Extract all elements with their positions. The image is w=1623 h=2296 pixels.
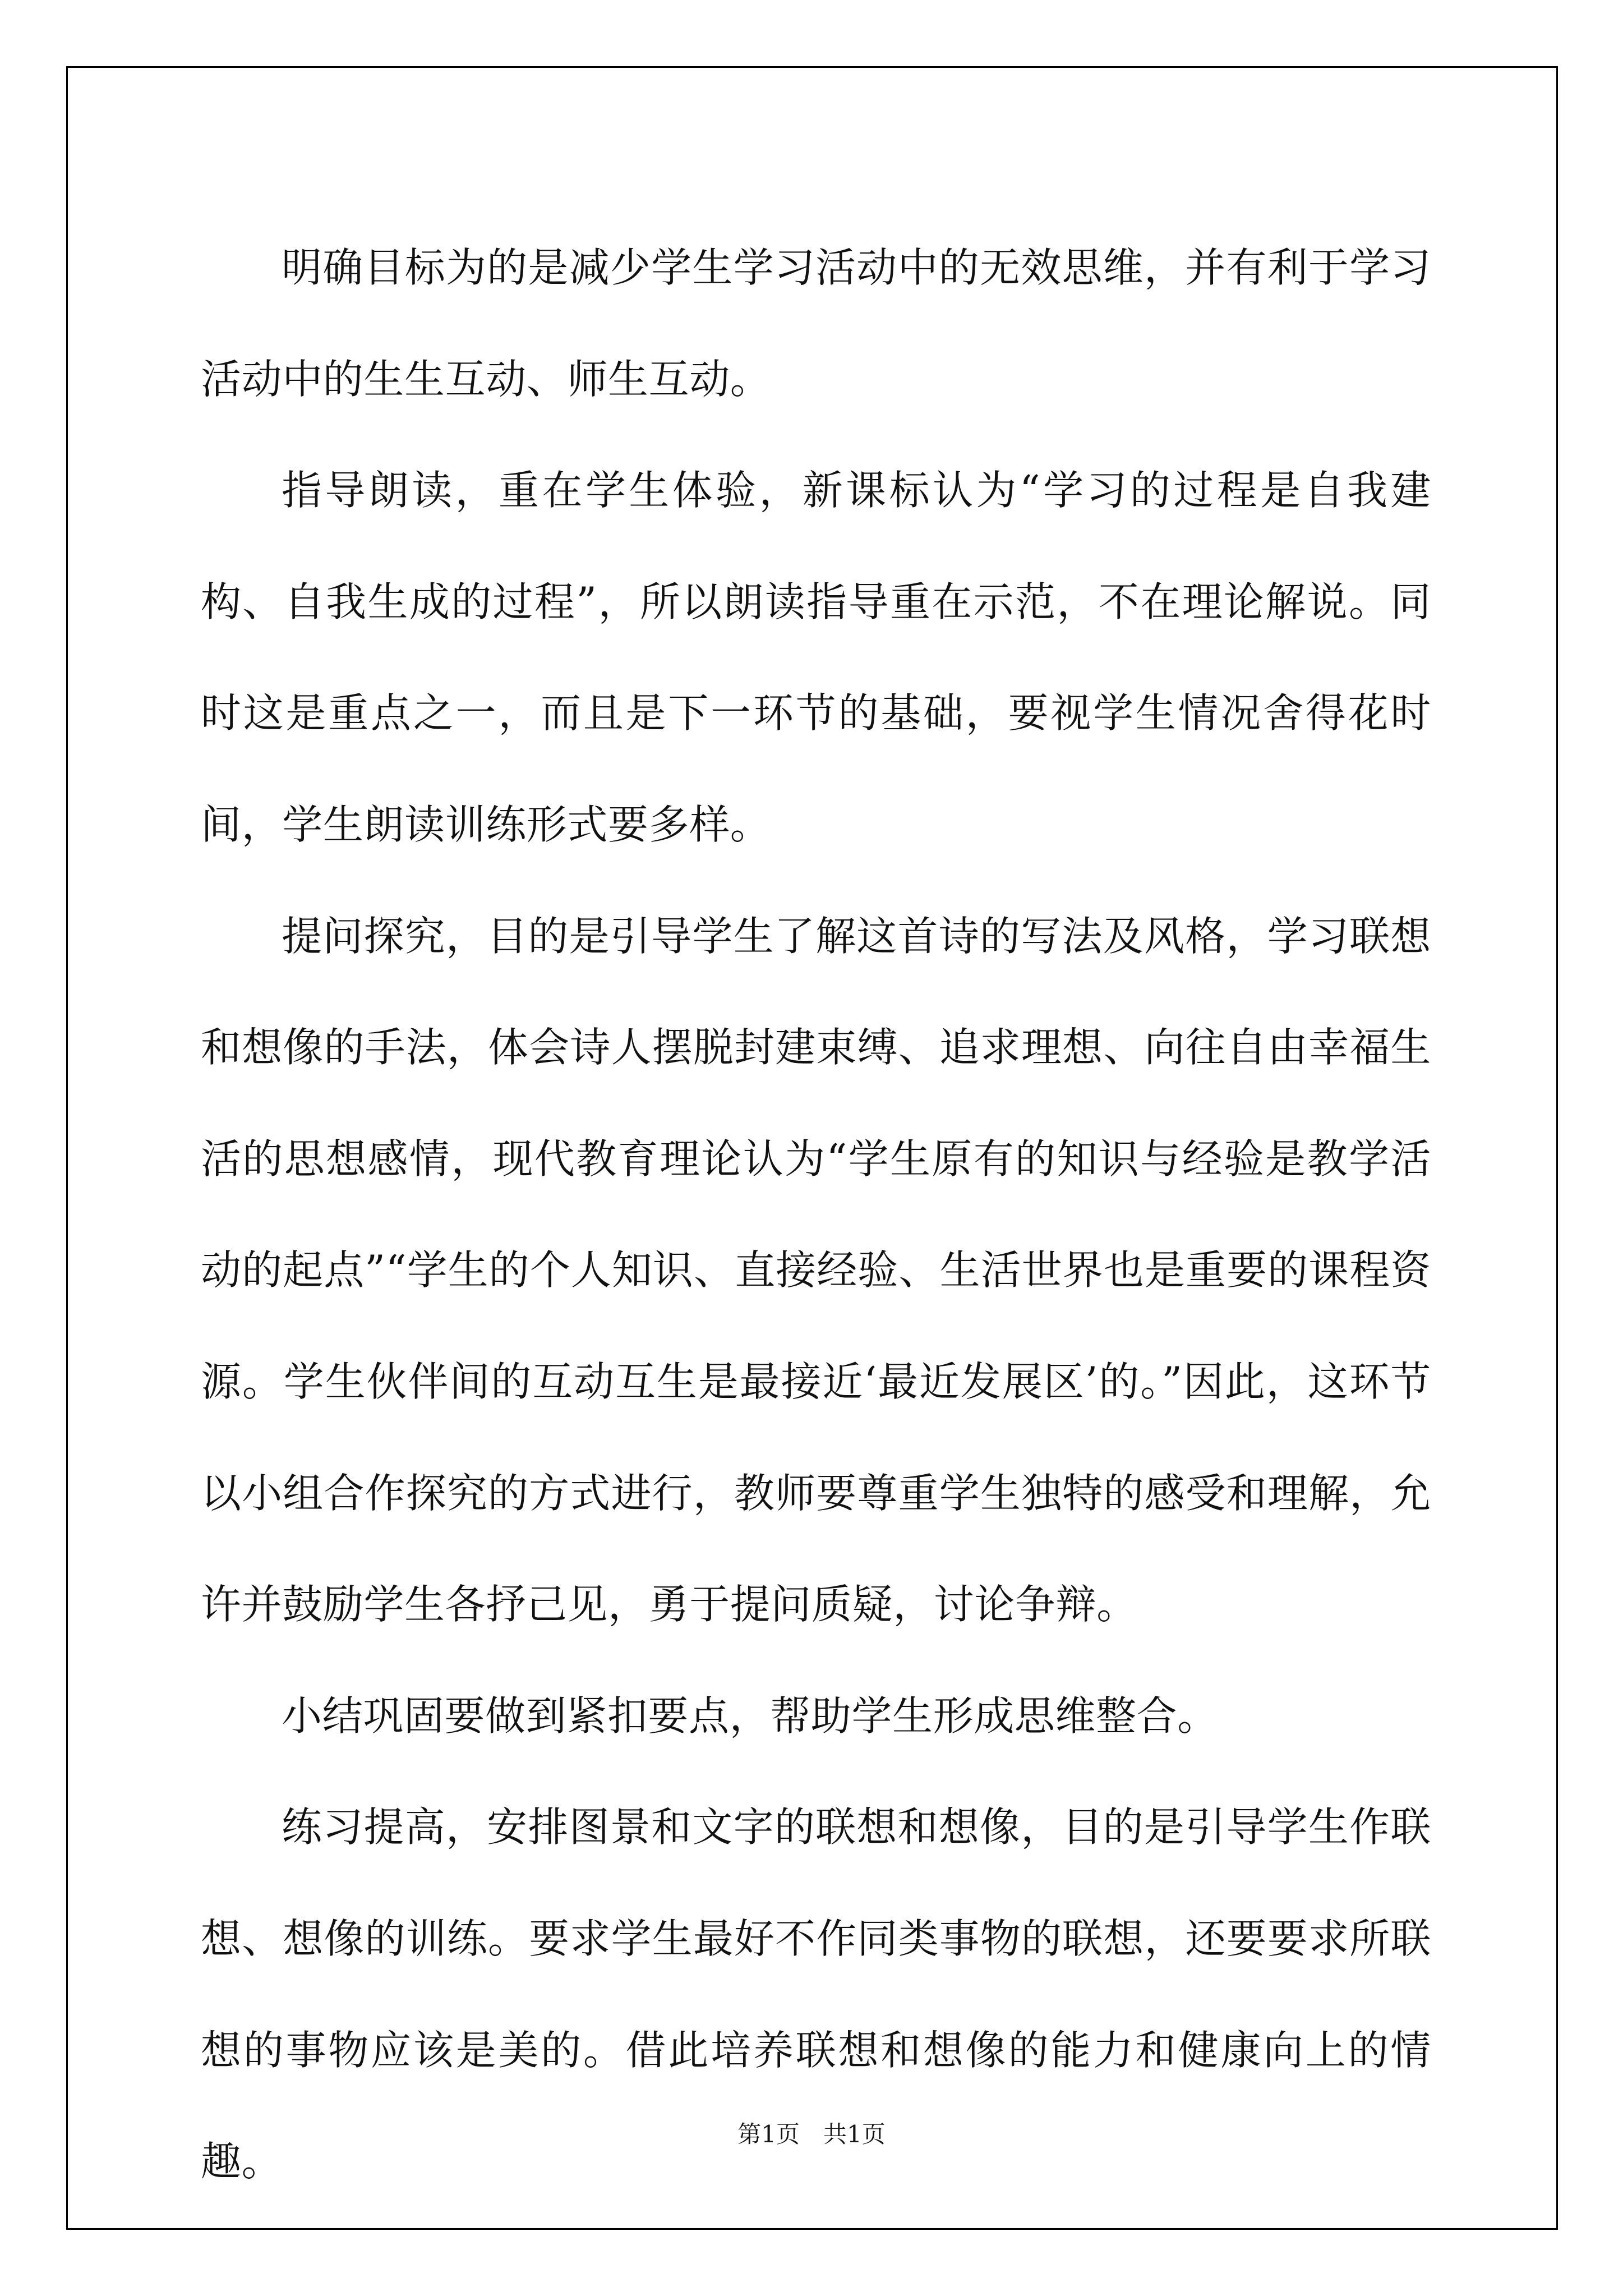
paragraph-goal: 明确目标为的是减少学生学习活动中的无效思维，并有利于学习活动中的生生互动、师生互动。 (201, 244, 1431, 403)
paragraph-reading-guidance: 指导朗读，重在学生体验，新课标认为“学习的过程是自我建构、自我生成的过程”，所以朗读指导重在示范，不在理论解说。同时这是重点之一，而且是下一环节的基础，要视学生情况舍得花时间，学生朗读训练形式要多样。 (201, 467, 1431, 848)
paragraph-summary: 小结巩固要做到紧扣要点，帮助学生形成思维整合。 (282, 1692, 1218, 1740)
paragraph-practice: 练习提高，安排图景和文字的联想和想像，目的是引导学生作联想、想像的训练。要求学生最好不作同类事物的联想，还要要求所联想的事物应该是美的。借此培养联想和想像的能力和健康向上的情趣。 (201, 1803, 1431, 2185)
paragraph-inquiry: 提问探究，目的是引导学生了解这首诗的写法及风格，学习联想和想像的手法，体会诗人摆脱封建束缚、追求理想、向往自由幸福生活的思想感情，现代教育理论认为“学生原有的知识与经验是教学活动的起点”“学生的个人知识、直接经验、生活世界也是重要的课程资源。学生伙伴间的互动互生是最接近‘最近发展区’的。”因此，这环节以小组合作探究的方式进行，教师要尊重学生独特的感受和理解，允许并鼓励学生各抒己见，勇于提问质疑，讨论争辩。 (201, 912, 1431, 1628)
document-body (201, 212, 1431, 2217)
page-number-footer: 第1页 共1页 (737, 2120, 886, 2148)
